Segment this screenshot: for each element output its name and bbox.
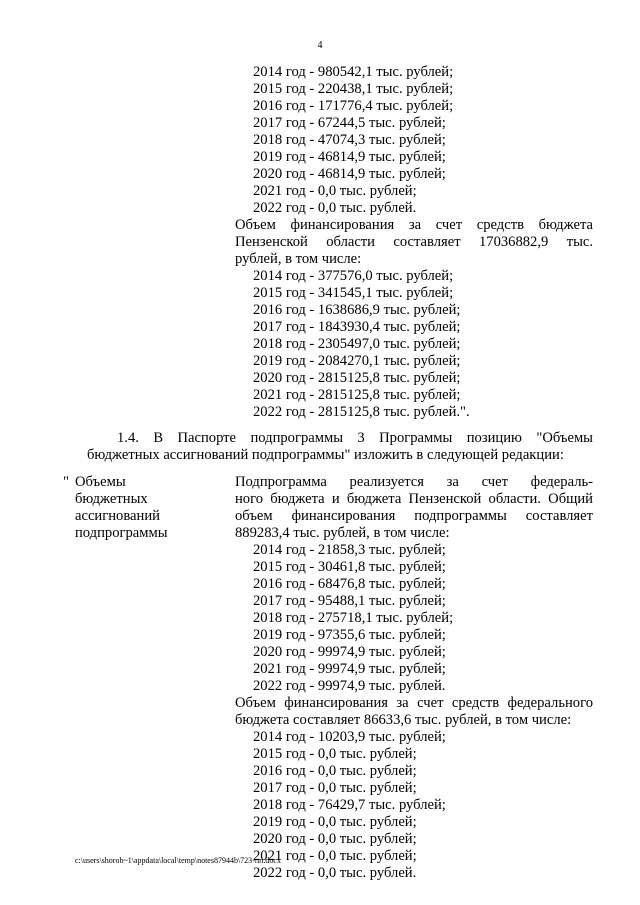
year-line: 2022 год - 0,0 тыс. рублей. (253, 200, 417, 216)
table-label-line: бюджетных (75, 491, 148, 507)
year-line: 2019 год - 97355,6 тыс. рублей; (253, 627, 446, 643)
year-line: 2020 год - 0,0 тыс. рублей; (253, 831, 417, 847)
year-line: 2018 год - 2305497,0 тыс. рублей; (253, 336, 461, 352)
year-line: 2016 год - 1638686,9 тыс. рублей; (253, 302, 461, 318)
federal-intro-line: Объем финансирования за счет средств федерального (235, 695, 593, 711)
year-line: 2022 год - 99974,9 тыс. рублей. (253, 678, 446, 694)
year-line: 2020 год - 46814,9 тыс. рублей; (253, 166, 446, 182)
year-line: 2022 год - 2815125,8 тыс. рублей.". (253, 404, 470, 420)
year-line: 2021 год - 0,0 тыс. рублей; (253, 183, 417, 199)
table-intro-line: Подпрограмма реализуется за счет федераль- (235, 474, 593, 490)
table-intro-line: 889283,4 тыс. рублей, в том числе: (235, 525, 450, 541)
year-line: 2020 год - 2815125,8 тыс. рублей; (253, 370, 461, 386)
regional-intro-line: Пензенской области составляет 17036882,9 тыс. (235, 234, 593, 250)
open-quote: " (63, 474, 69, 490)
year-line: 2021 год - 99974,9 тыс. рублей; (253, 661, 446, 677)
year-line: 2015 год - 220438,1 тыс. рублей; (253, 81, 454, 97)
year-line: 2021 год - 2815125,8 тыс. рублей; (253, 387, 461, 403)
year-line: 2019 год - 46814,9 тыс. рублей; (253, 149, 446, 165)
year-line: 2015 год - 341545,1 тыс. рублей; (253, 285, 454, 301)
year-line: 2014 год - 980542,1 тыс. рублей; (253, 64, 454, 80)
year-line: 2021 год - 0,0 тыс. рублей; (253, 848, 417, 864)
year-line: 2015 год - 0,0 тыс. рублей; (253, 746, 417, 762)
year-line: 2018 год - 47074,3 тыс. рублей; (253, 132, 446, 148)
year-line: 2016 год - 171776,4 тыс. рублей; (253, 98, 454, 114)
regional-intro-line: рублей, в том числе: (235, 251, 362, 267)
table-intro-line: ного бюджета и бюджета Пензенской области. Общий (235, 491, 593, 507)
table-label-line: подпрограммы (75, 525, 168, 541)
year-line: 2019 год - 0,0 тыс. рублей; (253, 814, 417, 830)
year-line: 2017 год - 67244,5 тыс. рублей; (253, 115, 446, 131)
paragraph-line: 1.4. В Паспорте подпрограммы 3 Программы позицию "Объемы (117, 430, 593, 446)
table-label-line: ассигнований (75, 508, 160, 524)
year-line: 2018 год - 76429,7 тыс. рублей; (253, 797, 446, 813)
year-line: 2016 год - 0,0 тыс. рублей; (253, 763, 417, 779)
table-label-line: Объемы (75, 474, 126, 490)
regional-intro-line: Объем финансирования за счет средств бюджета (235, 217, 593, 233)
year-line: 2017 год - 0,0 тыс. рублей; (253, 780, 417, 796)
year-line: 2014 год - 377576,0 тыс. рублей; (253, 268, 454, 284)
year-line: 2017 год - 1843930,4 тыс. рублей; (253, 319, 461, 335)
year-line: 2014 год - 10203,9 тыс. рублей; (253, 729, 446, 745)
year-line: 2019 год - 2084270,1 тыс. рублей; (253, 353, 461, 369)
year-line: 2020 год - 99974,9 тыс. рублей; (253, 644, 446, 660)
year-line: 2014 год - 21858,3 тыс. рублей; (253, 542, 446, 558)
table-intro-line: объем финансирования подпрограммы составляет (235, 508, 593, 524)
federal-intro-line: бюджета составляет 86633,6 тыс. рублей, в том числе: (235, 712, 572, 728)
page-number: 4 (317, 40, 323, 51)
year-line: 2022 год - 0,0 тыс. рублей. (253, 865, 417, 881)
year-line: 2016 год - 68476,8 тыс. рублей; (253, 576, 446, 592)
year-line: 2015 год - 30461,8 тыс. рублей; (253, 559, 446, 575)
paragraph-line: бюджетных ассигнований подпрограммы" изложить в следующей редакции: (87, 447, 564, 463)
year-line: 2017 год - 95488,1 тыс. рублей; (253, 593, 446, 609)
year-line: 2018 год - 275718,1 тыс. рублей; (253, 610, 454, 626)
footer-file-path: c:\users\shorob~1\appdata\local\temp\notes87944b\723-пп.docx (75, 856, 281, 865)
